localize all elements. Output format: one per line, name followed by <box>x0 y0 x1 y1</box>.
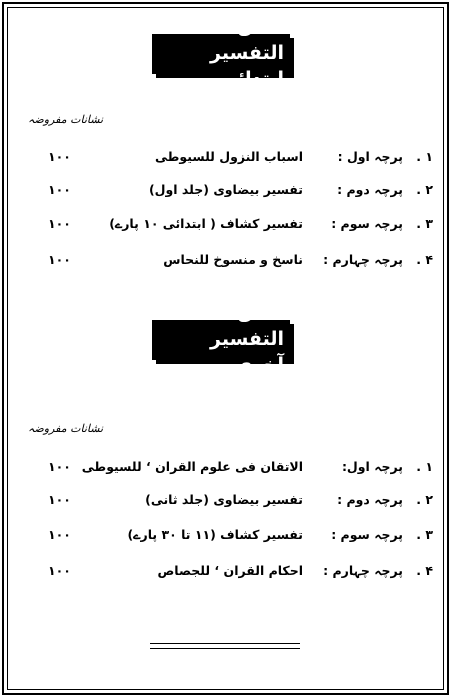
row-marks: ۱۰۰ <box>48 252 71 267</box>
row-marks: ۱۰۰ <box>48 182 71 197</box>
section2-row <box>0 525 453 547</box>
row-paper: پرچہ دوم : <box>337 182 403 197</box>
row-paper: پرچہ اول : <box>337 149 403 164</box>
row-book: اسباب النزول للسیوطی <box>155 149 303 164</box>
section1-row <box>0 147 453 169</box>
row-paper: پرچہ سوم : <box>331 216 403 231</box>
row-number: ۳ . <box>416 527 433 542</box>
row-marks: ۱۰۰ <box>48 527 71 542</box>
row-paper: پرچہ چہارم : <box>323 563 403 578</box>
section2-row <box>0 490 453 512</box>
row-marks: ۱۰۰ <box>48 149 71 164</box>
row-book: تفسیر بیضاوی (جلد ثانی) <box>145 492 303 507</box>
section2-row <box>0 561 453 583</box>
row-marks: ۱۰۰ <box>48 492 71 507</box>
row-book: تفسیر کشاف ( ابتدائی ۱۰ پارے) <box>109 216 303 231</box>
row-number: ۱ . <box>416 149 433 164</box>
row-paper: پرچہ دوم : <box>337 492 403 507</box>
section1-row <box>0 250 453 272</box>
row-number: ۴ . <box>416 252 433 267</box>
row-book: تفسیر کشاف (۱۱ تا ۳۰ پارے) <box>127 527 303 542</box>
section1-marks-label: نشانات مفروضہ <box>28 113 104 126</box>
section1-row <box>0 180 453 202</box>
row-paper: پرچہ چہارم : <box>323 252 403 267</box>
row-number: ۳ . <box>416 216 433 231</box>
row-paper: پرچہ سوم : <box>331 527 403 542</box>
section1-heading-text: کامل التفسیر ابتدائی <box>152 14 290 94</box>
footer-rule <box>150 643 300 644</box>
section2-marks-label: نشانات مفروضہ <box>28 422 104 435</box>
row-number: ۲ . <box>416 182 433 197</box>
row-marks: ۱۰۰ <box>48 459 71 474</box>
row-marks: ۱۰۰ <box>48 216 71 231</box>
section2-row <box>0 457 453 479</box>
row-book: احکام القران ‘ للجصاص <box>157 563 303 578</box>
row-marks: ۱۰۰ <box>48 563 71 578</box>
section1-row <box>0 214 453 236</box>
section2-heading <box>152 302 290 376</box>
row-paper: پرچہ اول: <box>341 459 403 474</box>
row-book: ناسخ و منسوخ للنحاس <box>163 252 303 267</box>
row-book: تفسیر بیضاوی (جلد اول) <box>148 182 303 197</box>
row-number: ۴ . <box>416 563 433 578</box>
row-book: الاتقان فی علوم القران ‘ للسیوطی <box>81 459 303 474</box>
row-number: ۱ . <box>416 459 433 474</box>
section1-heading <box>152 16 290 90</box>
footer-rule <box>150 648 300 649</box>
row-number: ۲ . <box>416 492 433 507</box>
section2-heading-text: کامل التفسیر آخری <box>152 300 290 380</box>
